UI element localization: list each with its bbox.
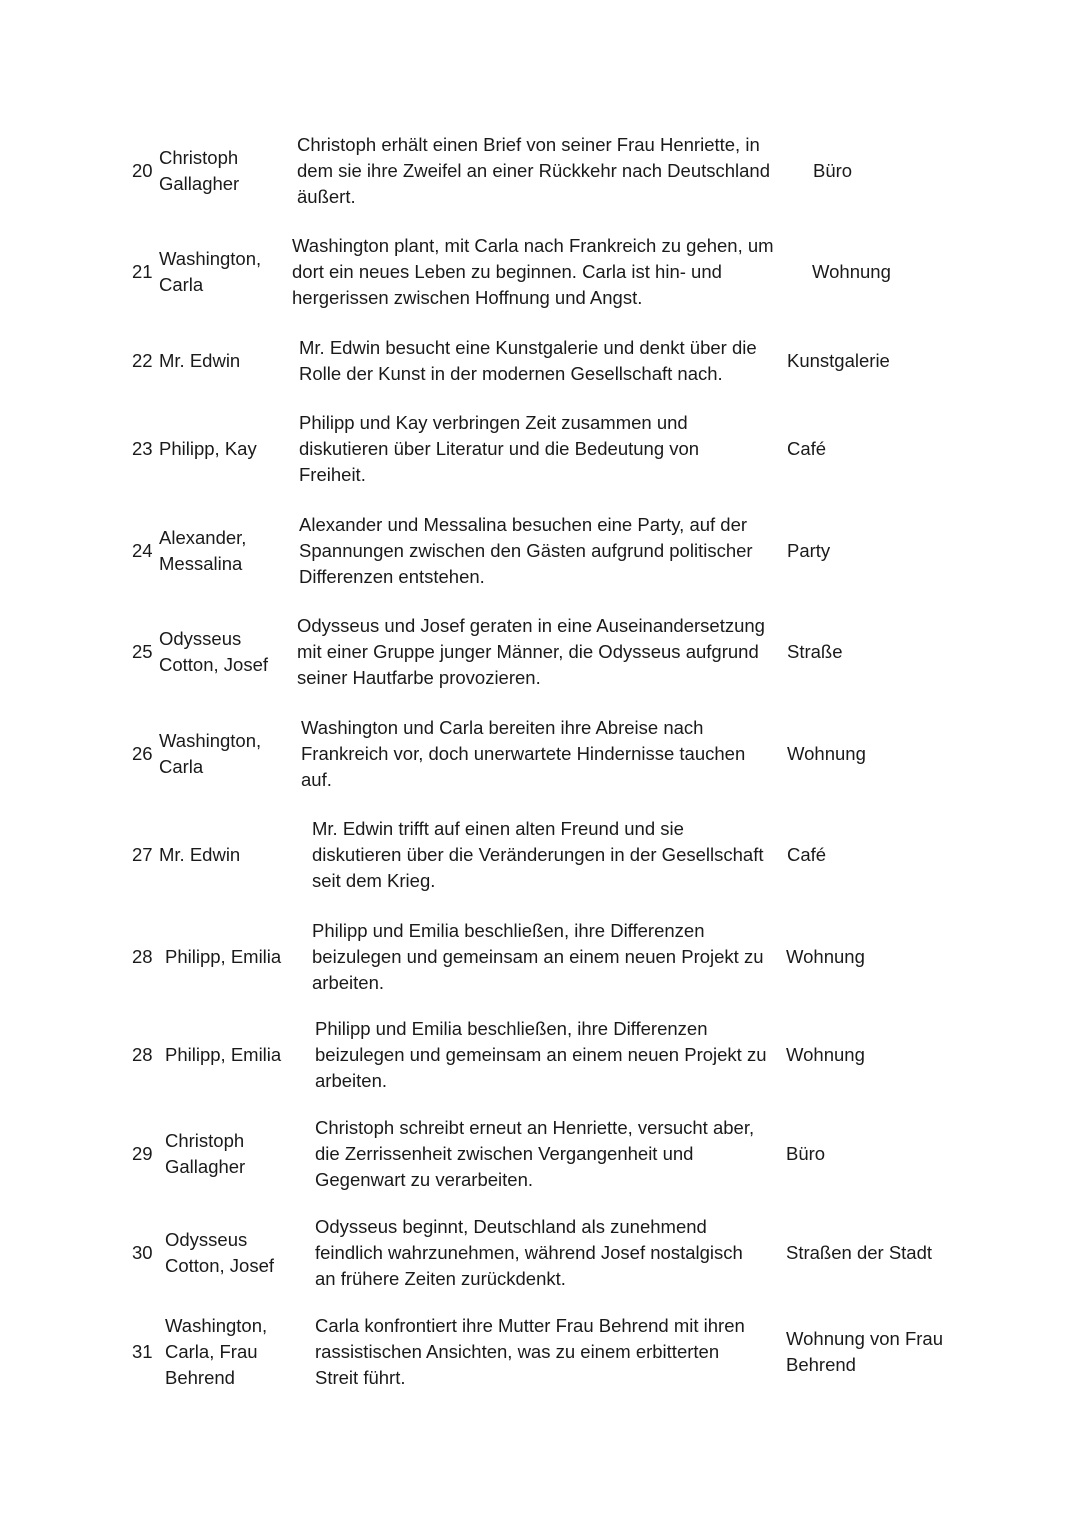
scene-row (0, 1113, 1080, 1195)
scene-characters-text: Philipp, Kay (159, 437, 257, 459)
scene-row (0, 408, 1080, 490)
scene-description-cell (292, 231, 782, 313)
scene-characters-cell (165, 916, 300, 998)
scene-row (0, 916, 1080, 998)
scene-characters-cell (159, 510, 294, 592)
scene-description-cell (315, 1014, 805, 1096)
scene-characters-cell (159, 320, 294, 402)
scene-number-text: 22 (132, 349, 153, 371)
scene-characters-cell (159, 814, 294, 896)
scene-characters-text: Mr. Edwin (159, 843, 241, 865)
scene-description-cell (299, 320, 789, 402)
scene-description-text: Alexander und Messalina besuchen eine Party, auf der Spannungen zwischen den Gästen aufgrund politischer Differenzen entstehen. (299, 513, 753, 588)
scene-characters-cell (165, 1311, 300, 1393)
scene-row (0, 231, 1080, 313)
scene-characters-cell (165, 1212, 300, 1294)
scene-location-cell (786, 916, 956, 998)
scene-description-cell (315, 1212, 805, 1294)
scene-row (0, 611, 1080, 693)
scene-location-text: Wohnung (812, 260, 891, 282)
scene-number-text: 28 (132, 945, 153, 967)
scene-location-text: Party (787, 539, 831, 561)
scene-location-cell (786, 1113, 956, 1195)
scene-characters-text: Christoph Gallagher (165, 1129, 246, 1177)
scene-location-text: Straßen der Stadt (786, 1241, 933, 1263)
scene-description-text: Carla konfrontiert ihre Mutter Frau Behrend mit ihren rassistischen Ansichten, was zu einem erbitterten Streit führt. (315, 1314, 745, 1389)
scene-location-text: Kunstgalerie (787, 349, 890, 371)
scene-number-text: 27 (132, 843, 153, 865)
scene-location-cell (813, 130, 983, 212)
scene-number-text: 25 (132, 640, 153, 662)
scene-description-text: Odysseus und Josef geraten in eine Auseinandersetzung mit einer Gruppe junger Männer, die Odysseus aufgrund seiner Hautfarbe provozieren. (297, 614, 765, 689)
scene-description-cell (315, 1113, 805, 1195)
scene-description-cell (297, 611, 787, 693)
scene-number-text: 26 (132, 742, 153, 764)
scene-number-cell (132, 231, 153, 313)
scene-description-text: Washington und Carla bereiten ihre Abreise nach Frankreich vor, doch unerwartete Hindernisse tauchen auf. (301, 716, 746, 791)
scene-description-cell (297, 130, 787, 212)
scene-characters-cell (159, 231, 294, 313)
scene-characters-text: Odysseus Cotton, Josef (165, 1228, 275, 1276)
scene-number-text: 30 (132, 1241, 153, 1263)
scene-location-cell (787, 408, 957, 490)
scene-description-cell (312, 814, 802, 896)
scene-row (0, 814, 1080, 896)
scene-number-cell (132, 611, 153, 693)
scene-characters-cell (159, 408, 294, 490)
scene-characters-text: Philipp, Emilia (165, 945, 282, 967)
scene-location-text: Büro (786, 1142, 826, 1164)
scene-description-text: Philipp und Kay verbringen Zeit zusammen und diskutieren über Literatur und die Bedeutung von Freiheit. (299, 411, 700, 486)
scene-number-cell (132, 1311, 153, 1393)
scene-characters-cell (165, 1113, 300, 1195)
scene-row (0, 713, 1080, 795)
scene-description-text: Mr. Edwin trifft auf einen alten Freund und sie diskutieren über die Veränderungen in der Gesellschaft seit dem Krieg. (312, 817, 764, 892)
scene-location-cell (812, 231, 982, 313)
scene-description-cell (299, 408, 789, 490)
scene-description-cell (315, 1311, 805, 1393)
scene-description-text: Christoph erhält einen Brief von seiner Frau Henriette, in dem sie ihre Zweifel an einer Rückkehr nach Deutschland äußert. (297, 133, 771, 208)
scene-location-cell (787, 713, 957, 795)
scene-row (0, 1014, 1080, 1096)
scene-characters-text: Philipp, Emilia (165, 1043, 282, 1065)
scene-number-cell (132, 1212, 153, 1294)
scene-description-cell (312, 916, 802, 998)
scene-location-text: Wohnung (786, 945, 865, 967)
scene-row (0, 320, 1080, 402)
scene-location-cell (786, 1311, 956, 1393)
scene-row (0, 1311, 1080, 1393)
scene-location-cell (787, 510, 957, 592)
scene-description-text: Washington plant, mit Carla nach Frankreich zu gehen, um dort ein neues Leben zu beginnen. Carla ist hin- und hergerissen zwischen Hoffnung und Angst. (292, 234, 774, 309)
scene-description-text: Philipp und Emilia beschließen, ihre Differenzen beizulegen und gemeinsam an einem neuen Projekt zu arbeiten. (315, 1017, 767, 1092)
scene-number-cell (132, 1113, 153, 1195)
scene-location-cell (787, 814, 957, 896)
scene-number-cell (132, 130, 153, 212)
scene-row (0, 1212, 1080, 1294)
scene-number-cell (132, 916, 153, 998)
scene-characters-text: Odysseus Cotton, Josef (159, 627, 269, 675)
scene-number-text: 28 (132, 1043, 153, 1065)
scene-number-text: 24 (132, 539, 153, 561)
scene-number-cell (132, 1014, 153, 1096)
scene-location-text: Café (787, 843, 827, 865)
scene-row (0, 510, 1080, 592)
scene-location-text: Wohnung (787, 742, 866, 764)
scene-number-text: 31 (132, 1340, 153, 1362)
scene-number-text: 29 (132, 1142, 153, 1164)
scene-description-text: Christoph schreibt erneut an Henriette, versucht aber, die Zerrissenheit zwischen Vergangenheit und Gegenwart zu verarbeiten. (315, 1116, 755, 1191)
scene-location-text: Wohnung von Frau Behrend (786, 1327, 944, 1375)
scene-characters-text: Mr. Edwin (159, 349, 241, 371)
scene-number-cell (132, 713, 153, 795)
scene-location-cell (786, 1014, 956, 1096)
scene-characters-text: Alexander, Messalina (159, 526, 247, 574)
scene-location-cell (786, 1212, 956, 1294)
scene-characters-text: Christoph Gallagher (159, 146, 240, 194)
scene-characters-text: Washington, Carla (159, 247, 262, 295)
scene-characters-text: Washington, Carla (159, 729, 262, 777)
scene-location-text: Straße (787, 640, 843, 662)
scene-description-text: Odysseus beginnt, Deutschland als zunehmend feindlich wahrzunehmen, während Josef nostalgisch an frühere Zeiten zurückdenkt. (315, 1215, 743, 1290)
scene-characters-cell (159, 611, 294, 693)
scene-location-cell (787, 611, 957, 693)
scene-description-text: Philipp und Emilia beschließen, ihre Differenzen beizulegen und gemeinsam an einem neuen Projekt zu arbeiten. (312, 919, 764, 994)
scene-number-cell (132, 320, 153, 402)
scene-location-cell (787, 320, 957, 402)
scene-row (0, 130, 1080, 212)
scene-description-text: Mr. Edwin besucht eine Kunstgalerie und denkt über die Rolle der Kunst in der modernen Gesellschaft nach. (299, 336, 757, 384)
scene-number-text: 21 (132, 260, 153, 282)
scene-number-text: 20 (132, 159, 153, 181)
scene-location-text: Café (787, 437, 827, 459)
scene-number-cell (132, 814, 153, 896)
scene-location-text: Büro (813, 159, 853, 181)
scene-number-cell (132, 408, 153, 490)
scene-description-cell (299, 510, 789, 592)
scene-number-cell (132, 510, 153, 592)
scene-number-text: 23 (132, 437, 153, 459)
scene-description-cell (301, 713, 791, 795)
scene-characters-cell (159, 713, 294, 795)
scene-characters-cell (165, 1014, 300, 1096)
scene-location-text: Wohnung (786, 1043, 865, 1065)
scene-characters-text: Washington, Carla, Frau Behrend (165, 1314, 268, 1389)
scene-characters-cell (159, 130, 294, 212)
